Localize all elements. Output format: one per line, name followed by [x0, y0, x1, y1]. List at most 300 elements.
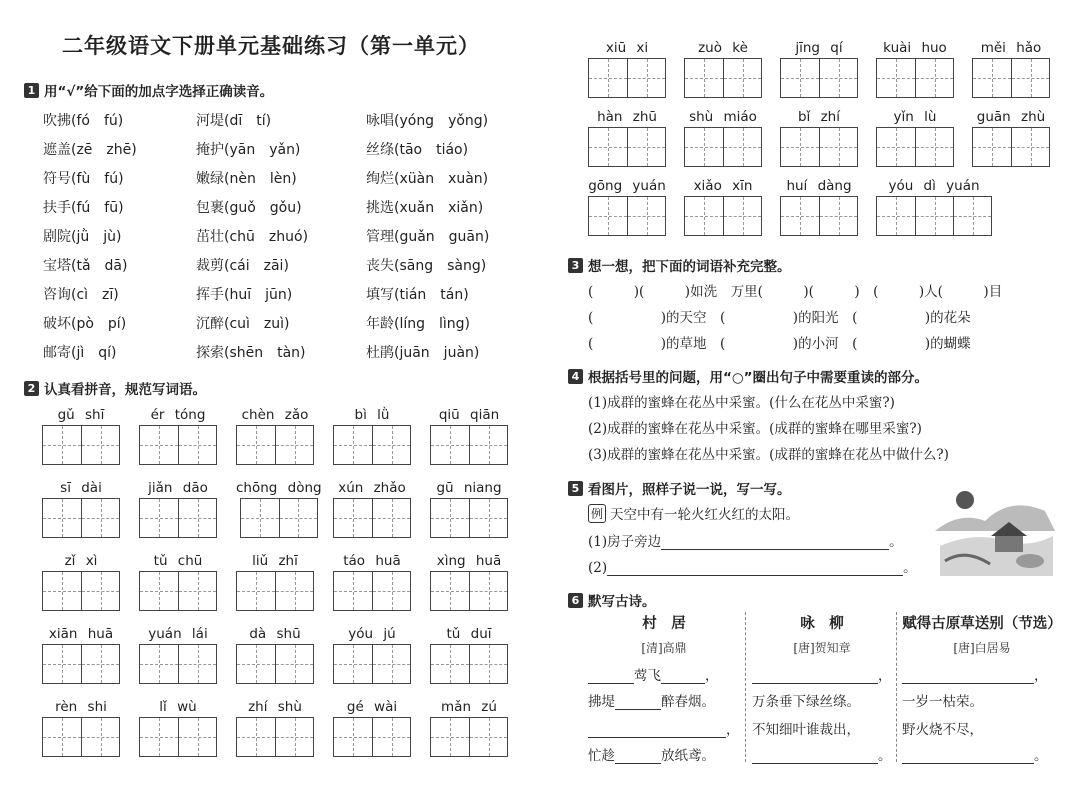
pinyin-label: xiū xi — [605, 40, 649, 56]
writing-grid[interactable] — [139, 571, 217, 611]
writing-grid[interactable] — [333, 571, 411, 611]
pronunciation-item[interactable] — [196, 226, 366, 255]
section2-number: 2 — [24, 381, 39, 396]
writing-grid[interactable] — [780, 58, 858, 98]
section6-instruction: 默写古诗。 — [588, 594, 656, 610]
pronunciation-word: 嫩绿 — [196, 171, 224, 187]
poem-2-period-4: 。 — [878, 748, 892, 764]
pronunciation-item[interactable] — [366, 255, 523, 284]
writing-cell[interactable] — [140, 572, 178, 610]
writing-grid[interactable] — [430, 644, 508, 684]
pinyin-label: xiǎo xīn — [693, 178, 753, 194]
pronunciation-options[interactable]: (huī jūn) — [224, 287, 293, 303]
poem-1-blank-3[interactable] — [615, 695, 661, 710]
sun-icon — [956, 491, 974, 509]
example-sentence-row — [588, 503, 799, 523]
writing-cell[interactable] — [685, 59, 723, 97]
pronunciation-item[interactable] — [43, 139, 196, 168]
writing-cell[interactable] — [237, 426, 275, 464]
pinyin-label: sī dài — [60, 480, 102, 496]
writing-cell[interactable] — [469, 645, 507, 683]
writing-cell[interactable] — [877, 59, 915, 97]
writing-cell[interactable] — [81, 645, 119, 683]
writing-cell[interactable] — [372, 645, 410, 683]
pinyin-word-box — [780, 38, 858, 98]
pronunciation-options[interactable]: (juān juàn) — [394, 345, 480, 361]
writing-cell[interactable] — [140, 645, 178, 683]
section1-instruction: 用“√”给下面的加点字选择正确读音。 — [44, 84, 274, 100]
pronunciation-item[interactable] — [43, 197, 196, 226]
poem-cunju — [588, 612, 740, 762]
writing-cell[interactable] — [781, 197, 819, 235]
pinyin-label: yóu jú — [348, 626, 396, 642]
pronunciation-options[interactable]: (tāo tiáo) — [394, 142, 469, 158]
poem-1-text-2b: 醉春烟。 — [661, 694, 715, 710]
writing-grid[interactable] — [236, 644, 314, 684]
poem-1-text-2a: 拂堤 — [588, 694, 615, 710]
writing-grid[interactable] — [780, 196, 858, 236]
writing-grid[interactable] — [42, 644, 120, 684]
writing-grid[interactable] — [684, 127, 762, 167]
pronunciation-word: 河堤 — [196, 113, 224, 129]
poem-3-blank-1[interactable] — [902, 669, 1034, 684]
writing-cell[interactable] — [469, 572, 507, 610]
section2-heading — [24, 378, 206, 398]
writing-grid[interactable] — [42, 425, 120, 465]
pronunciation-options[interactable]: (shēn tàn) — [224, 345, 306, 361]
writing-grid[interactable] — [236, 717, 314, 757]
writing-cell[interactable] — [81, 718, 119, 756]
section4-heading — [568, 366, 928, 386]
pinyin-label: táo huā — [343, 553, 401, 569]
pronunciation-options[interactable]: (xüàn xuàn) — [394, 171, 489, 187]
writing-cell[interactable] — [781, 59, 819, 97]
pronunciation-word: 吹拂 — [43, 113, 71, 129]
pinyin-word-box — [139, 624, 217, 684]
pronunciation-item[interactable] — [43, 255, 196, 284]
writing-grid[interactable] — [236, 425, 314, 465]
writing-cell[interactable] — [819, 128, 857, 166]
writing-cell[interactable] — [627, 197, 665, 235]
pronunciation-item[interactable] — [366, 313, 523, 342]
pinyin-word-box — [684, 107, 762, 167]
writing-cell[interactable] — [81, 499, 119, 537]
pronunciation-item[interactable] — [196, 168, 366, 197]
writing-cell[interactable] — [1011, 59, 1049, 97]
poem-3-author: [唐]白居易 — [953, 641, 1011, 655]
pinyin-label: bì lǜ — [354, 407, 390, 423]
pinyin-word-box — [780, 176, 858, 236]
pinyin-word-box — [333, 697, 411, 757]
writing-cell[interactable] — [431, 426, 469, 464]
writing-cell[interactable] — [334, 718, 372, 756]
pronunciation-item[interactable] — [196, 197, 366, 226]
pinyin-label: yuán lái — [148, 626, 208, 642]
pronunciation-options[interactable]: (fú fū) — [71, 200, 124, 216]
writing-grid[interactable] — [430, 717, 508, 757]
writing-cell[interactable] — [178, 572, 216, 610]
poem-fudegu — [902, 612, 1062, 762]
pronunciation-item[interactable] — [43, 168, 196, 197]
poem-3-line-4 — [902, 744, 1048, 764]
pronunciation-item[interactable] — [366, 197, 523, 226]
example-badge: 例 — [588, 504, 606, 523]
section4-instruction: 根据括号里的问题，用“○”圈出句子中需要重读的部分。 — [588, 370, 929, 386]
writing-grid[interactable] — [588, 127, 666, 167]
pinyin-word-box — [333, 551, 411, 611]
writing-grid[interactable] — [588, 196, 666, 236]
pronunciation-options[interactable]: (chū zhuó) — [224, 229, 309, 245]
pinyin-word-box — [780, 107, 858, 167]
pronunciation-options[interactable]: (tǎ dā) — [71, 258, 128, 274]
pronunciation-options[interactable]: (zē zhē) — [71, 142, 137, 158]
fill-row-3[interactable]: ( )的草地 ( )的小河 ( )的蝴蝶 — [588, 336, 971, 352]
writing-cell[interactable] — [915, 59, 953, 97]
writing-grid[interactable] — [684, 58, 762, 98]
pronunciation-word: 咨询 — [43, 287, 71, 303]
pronunciation-item[interactable] — [196, 313, 366, 342]
writing-cell[interactable] — [43, 718, 81, 756]
pronunciation-options[interactable]: (pò pí) — [71, 316, 127, 332]
pinyin-label: gé wài — [346, 699, 398, 715]
poem-2-line-1 — [752, 664, 892, 684]
writing-cell[interactable] — [589, 128, 627, 166]
pronunciation-item[interactable] — [43, 110, 196, 139]
writing-cell[interactable] — [627, 128, 665, 166]
pinyin-label: shù miáo — [689, 109, 757, 125]
writing-grid[interactable] — [972, 127, 1050, 167]
pronunciation-word: 挥手 — [196, 287, 224, 303]
pronunciation-item[interactable] — [196, 110, 366, 139]
pinyin-word-box — [236, 405, 314, 465]
pinyin-word-box — [588, 38, 666, 98]
pronunciation-options[interactable]: (guǒ gǒu) — [224, 200, 302, 216]
poem-2-blank-1[interactable] — [752, 669, 878, 684]
pinyin-label: tǔ chū — [153, 553, 203, 569]
pinyin-label: tǔ duī — [446, 626, 492, 642]
writing-cell[interactable] — [819, 59, 857, 97]
emphasis-sentence-1[interactable]: (1)成群的蜜蜂在花丛中采蜜。(什么在花丛中采蜜?) — [588, 395, 895, 411]
pronunciation-options[interactable]: (fù fú) — [71, 171, 124, 187]
writing-cell[interactable] — [372, 426, 410, 464]
writing-cell[interactable] — [334, 572, 372, 610]
poem-3-title: 赋得古原草送别（节选） — [902, 616, 1062, 632]
writing-cell[interactable] — [334, 645, 372, 683]
pinyin-label: hàn zhū — [597, 109, 657, 125]
pronunciation-item[interactable] — [366, 342, 523, 371]
pinyin-word-box — [430, 624, 508, 684]
writing-cell[interactable] — [43, 499, 81, 537]
writing-grid[interactable] — [430, 571, 508, 611]
writing-grid[interactable] — [139, 717, 217, 757]
writing-cell[interactable] — [241, 499, 279, 537]
writing-cell[interactable] — [372, 499, 410, 537]
writing-cell[interactable] — [589, 197, 627, 235]
poem-1-text-4b: 放纸鸢。 — [661, 748, 715, 764]
writing-cell[interactable] — [334, 499, 372, 537]
pinyin-word-box — [430, 478, 508, 538]
writing-cell[interactable] — [877, 128, 915, 166]
poem-3-comma-1: ， — [1034, 668, 1048, 684]
pronunciation-word: 咏唱 — [366, 113, 394, 129]
writing-cell[interactable] — [431, 572, 469, 610]
emphasis-sentence-2[interactable]: (2)成群的蜜蜂在花丛中采蜜。(成群的蜜蜂在哪里采蜜?) — [588, 421, 922, 437]
pronunciation-item[interactable] — [366, 168, 523, 197]
writing-grid[interactable] — [240, 498, 318, 538]
pronunciation-options[interactable]: (jǜ jù) — [71, 229, 122, 245]
writing-grid[interactable] — [42, 571, 120, 611]
writing-cell[interactable] — [819, 197, 857, 235]
pronunciation-options[interactable]: (cì zī) — [71, 287, 119, 303]
writing-grid[interactable] — [876, 196, 992, 236]
writing-cell[interactable] — [334, 426, 372, 464]
writing-cell[interactable] — [877, 197, 915, 235]
pronunciation-options[interactable]: (jì qí) — [71, 345, 117, 361]
pinyin-label: gū niang — [436, 480, 502, 496]
pinyin-word-box — [588, 176, 666, 236]
pronunciation-item[interactable] — [43, 226, 196, 255]
pronunciation-item[interactable] — [196, 139, 366, 168]
writing-cell[interactable] — [469, 499, 507, 537]
writing-grid[interactable] — [139, 425, 217, 465]
pronunciation-item[interactable] — [366, 226, 523, 255]
writing-cell[interactable] — [81, 426, 119, 464]
writing-cell[interactable] — [372, 718, 410, 756]
pronunciation-item[interactable] — [366, 284, 523, 313]
writing-cell[interactable] — [43, 572, 81, 610]
poem-1-author: [清]高鼎 — [641, 641, 687, 655]
pinyin-label: xún zhǎo — [338, 480, 406, 496]
pronunciation-options[interactable]: (dī tí) — [224, 113, 272, 129]
pronunciation-options[interactable]: (tián tán) — [394, 287, 469, 303]
pronunciation-word: 裁剪 — [196, 258, 224, 274]
pronunciation-options[interactable]: (fó fú) — [71, 113, 124, 129]
pinyin-word-box — [42, 405, 120, 465]
pinyin-label: zǐ xì — [64, 553, 98, 569]
writing-cell[interactable] — [178, 426, 216, 464]
poem-2-title: 咏 柳 — [800, 616, 844, 632]
poem-1-blank-4[interactable] — [588, 723, 726, 738]
writing-cell[interactable] — [275, 718, 313, 756]
fill-row-2[interactable]: ( )的天空 ( )的阳光 ( )的花朵 — [588, 310, 971, 326]
pronunciation-options[interactable]: (guǎn guān) — [394, 229, 490, 245]
pronunciation-word: 包裹 — [196, 200, 224, 216]
writing-cell[interactable] — [275, 645, 313, 683]
pinyin-label: kuài huo — [883, 40, 947, 56]
pronunciation-word: 破坏 — [43, 316, 71, 332]
poem-2-line-4 — [752, 744, 892, 764]
writing-grid[interactable] — [42, 717, 120, 757]
pinyin-label: zuò kè — [698, 40, 748, 56]
pronunciation-options[interactable]: (cái zāi) — [224, 258, 289, 274]
writing-grid[interactable] — [972, 58, 1050, 98]
writing-cell[interactable] — [723, 128, 761, 166]
writing-cell[interactable] — [953, 197, 991, 235]
pinyin-label: rèn shi — [55, 699, 107, 715]
pronunciation-item[interactable] — [43, 342, 196, 371]
pinyin-word-box — [42, 697, 120, 757]
pinyin-word-box — [139, 697, 217, 757]
pronunciation-item[interactable] — [366, 139, 523, 168]
pinyin-word-box — [333, 624, 411, 684]
poem-1-text-4a: 忙趁 — [588, 748, 615, 764]
pinyin-label: měi hǎo — [980, 40, 1042, 56]
poem-1-text-1: 莺飞 — [634, 668, 661, 684]
pinyin-word-box — [333, 405, 411, 465]
writing-cell[interactable] — [178, 645, 216, 683]
pinyin-word-box — [42, 478, 120, 538]
poem-1-blank-5[interactable] — [615, 749, 661, 764]
pinyin-label: qiū qiān — [438, 407, 500, 423]
pinyin-label: bǐ zhí — [797, 109, 840, 125]
writing-cell[interactable] — [915, 197, 953, 235]
writing-cell[interactable] — [372, 572, 410, 610]
section1-number: 1 — [24, 83, 39, 98]
pronunciation-options[interactable]: (xuǎn xiǎn) — [394, 200, 484, 216]
writing-cell[interactable] — [275, 572, 313, 610]
writing-grid[interactable] — [684, 196, 762, 236]
pronunciation-word: 沉醉 — [196, 316, 224, 332]
pronunciation-item[interactable] — [43, 284, 196, 313]
emphasis-sentence-3[interactable]: (3)成群的蜜蜂在花丛中采蜜。(成群的蜜蜂在花丛中做什么?) — [588, 447, 949, 463]
writing-cell[interactable] — [140, 718, 178, 756]
writing-cell[interactable] — [237, 645, 275, 683]
writing-cell[interactable] — [431, 499, 469, 537]
pronunciation-choice-grid — [43, 110, 523, 371]
bush-shape — [1016, 554, 1044, 568]
writing-grid[interactable] — [876, 127, 954, 167]
writing-cell[interactable] — [140, 426, 178, 464]
section3-number: 3 — [568, 258, 583, 273]
poem-1-blank-2[interactable] — [661, 669, 705, 684]
writing-cell[interactable] — [589, 59, 627, 97]
pronunciation-word: 丝绦 — [366, 142, 394, 158]
section4-number: 4 — [568, 369, 583, 384]
pinyin-word-box — [972, 38, 1050, 98]
pronunciation-options[interactable]: (yān yǎn) — [224, 142, 301, 158]
pronunciation-options[interactable]: (sāng sàng) — [394, 258, 487, 274]
section6-heading — [568, 590, 656, 610]
pronunciation-word: 茁壮 — [196, 229, 224, 245]
pronunciation-word: 年龄 — [366, 316, 394, 332]
poem-1-comma-1: ， — [705, 668, 719, 684]
writing-cell[interactable] — [723, 197, 761, 235]
writing-cell[interactable] — [178, 499, 216, 537]
writing-grid[interactable] — [42, 498, 120, 538]
writing-cell[interactable] — [973, 128, 1011, 166]
pinyin-word-box — [588, 107, 666, 167]
writing-cell[interactable] — [237, 718, 275, 756]
writing-grid[interactable] — [139, 498, 217, 538]
writing-cell[interactable] — [431, 718, 469, 756]
write-sentence-2-blank[interactable] — [607, 561, 903, 576]
write-sentence-1 — [588, 530, 903, 550]
writing-cell[interactable] — [469, 718, 507, 756]
pinyin-word-box — [236, 697, 314, 757]
pronunciation-item[interactable] — [43, 313, 196, 342]
writing-grid[interactable] — [333, 498, 411, 538]
poem-2-line-2: 万条垂下绿丝绦。 — [752, 694, 860, 710]
pronunciation-word: 符号 — [43, 171, 71, 187]
writing-grid[interactable] — [333, 425, 411, 465]
writing-cell[interactable] — [723, 59, 761, 97]
writing-grid[interactable] — [139, 644, 217, 684]
pronunciation-word: 邮寄 — [43, 345, 71, 361]
pronunciation-item[interactable] — [196, 342, 366, 371]
pinyin-word-box — [430, 405, 508, 465]
writing-cell[interactable] — [279, 499, 317, 537]
writing-cell[interactable] — [469, 426, 507, 464]
poem-divider-1 — [745, 612, 746, 762]
writing-cell[interactable] — [685, 128, 723, 166]
pronunciation-item[interactable] — [196, 255, 366, 284]
writing-grid[interactable] — [430, 425, 508, 465]
writing-cell[interactable] — [627, 59, 665, 97]
writing-cell[interactable] — [685, 197, 723, 235]
writing-grid[interactable] — [588, 58, 666, 98]
pinyin-label: huí dàng — [786, 178, 852, 194]
writing-cell[interactable] — [781, 128, 819, 166]
writing-cell[interactable] — [140, 499, 178, 537]
pinyin-word-box — [236, 551, 314, 611]
fill-row-1[interactable]: ( )( )如洗 万里( )( ) ( )人( )目 — [588, 284, 1003, 300]
write-sentence-1-blank[interactable] — [661, 535, 889, 550]
writing-cell[interactable] — [178, 718, 216, 756]
pinyin-word-box — [876, 176, 992, 236]
poem-3-blank-2[interactable] — [902, 749, 1034, 764]
writing-grid[interactable] — [780, 127, 858, 167]
write-sentence-2 — [588, 556, 917, 576]
writing-grid[interactable] — [876, 58, 954, 98]
pronunciation-options[interactable]: (nèn lèn) — [224, 171, 297, 187]
pinyin-label: mǎn zú — [441, 699, 497, 715]
writing-cell[interactable] — [1011, 128, 1049, 166]
writing-grid[interactable] — [236, 571, 314, 611]
section3-instruction: 想一想，把下面的词语补充完整。 — [588, 259, 791, 275]
writing-cell[interactable] — [237, 572, 275, 610]
pronunciation-item[interactable] — [196, 284, 366, 313]
pronunciation-word: 绚烂 — [366, 171, 394, 187]
poem-2-blank-2[interactable] — [752, 749, 878, 764]
write-sentence-1-period: 。 — [889, 534, 903, 550]
writing-cell[interactable] — [915, 128, 953, 166]
pronunciation-options[interactable]: (líng lìng) — [394, 316, 471, 332]
writing-grid[interactable] — [333, 717, 411, 757]
pronunciation-item[interactable] — [366, 110, 523, 139]
writing-cell[interactable] — [431, 645, 469, 683]
writing-cell[interactable] — [973, 59, 1011, 97]
poem-1-blank-1[interactable] — [588, 669, 634, 684]
page-title: 二年级语文下册单元基础练习（第一单元） — [62, 34, 480, 58]
pinyin-label: liǔ zhī — [252, 553, 298, 569]
writing-cell[interactable] — [81, 572, 119, 610]
section6-number: 6 — [568, 593, 583, 608]
pronunciation-options[interactable]: (cuì zuì) — [224, 316, 290, 332]
write-sentence-2-period: 。 — [903, 560, 917, 576]
writing-cell[interactable] — [43, 426, 81, 464]
writing-cell[interactable] — [275, 426, 313, 464]
pinyin-label: dà shū — [249, 626, 301, 642]
pronunciation-word: 填写 — [366, 287, 394, 303]
poem-3-line-2: 一岁一枯荣。 — [902, 694, 983, 710]
writing-grid[interactable] — [430, 498, 508, 538]
pronunciation-options[interactable]: (yóng yǒng) — [394, 113, 489, 129]
write-sentence-1-prefix: (1)房子旁边 — [588, 534, 662, 550]
pinyin-label: jiǎn dāo — [148, 480, 208, 496]
writing-grid[interactable] — [333, 644, 411, 684]
poem-3-line-1 — [902, 664, 1048, 684]
writing-cell[interactable] — [43, 645, 81, 683]
